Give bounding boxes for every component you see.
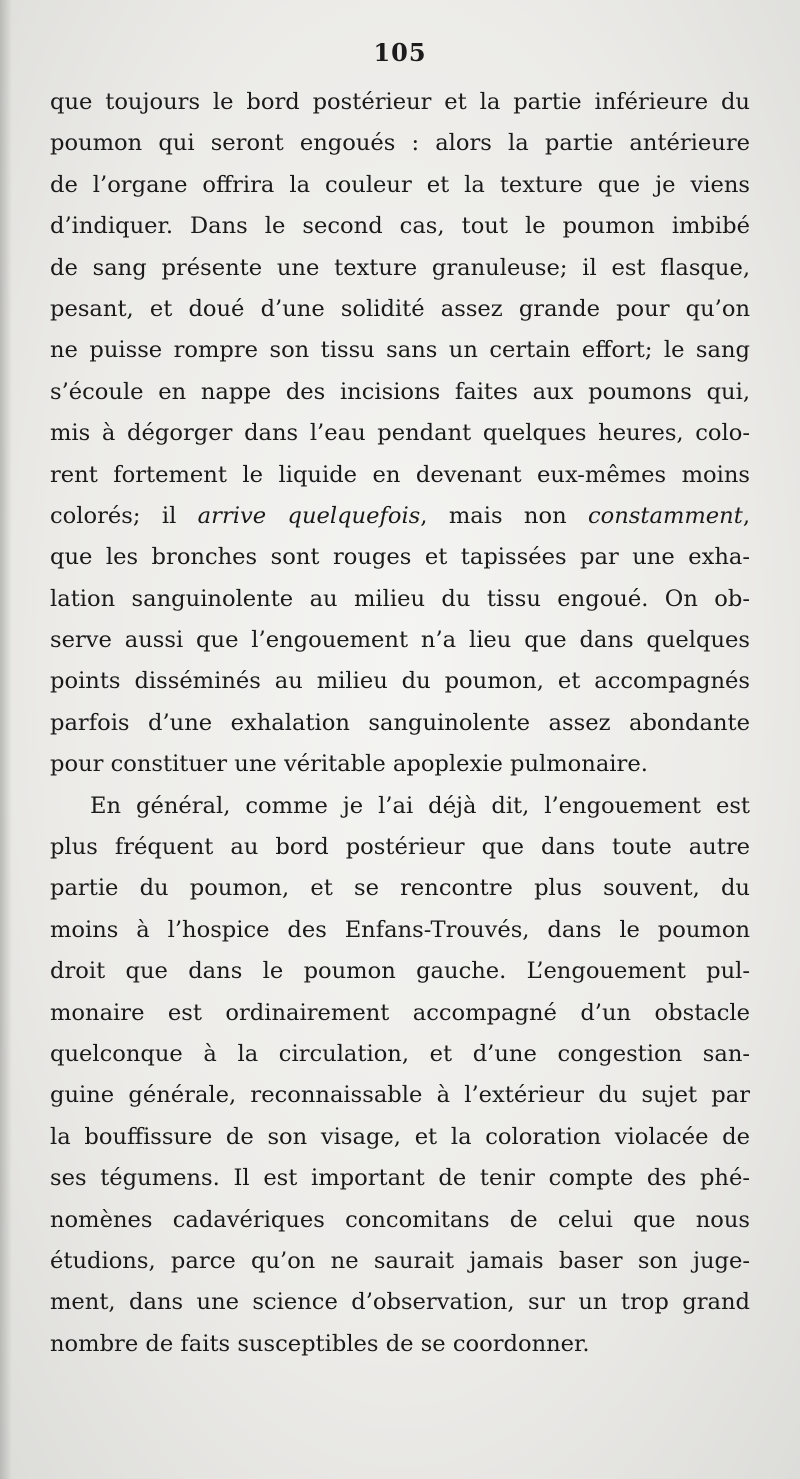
text-segment: ses tégumens. Il est important de tenir compte des phé- [50, 1165, 750, 1192]
page-number: 105 [373, 38, 427, 67]
text-line [50, 1282, 750, 1323]
italic-text: constamment [588, 502, 743, 529]
text-segment: que toujours le bord postérieur et la partie inférieure du [50, 89, 750, 115]
text-line [50, 455, 750, 496]
text-segment: la bouffissure de son visage, et la coloration violacée de [50, 1123, 750, 1150]
text-line [50, 206, 750, 247]
text-segment: ne puisse rompre son tissu sans un certain effort; le sang [50, 337, 750, 364]
text-line [50, 1158, 750, 1199]
text-line [50, 330, 750, 371]
text-line [50, 910, 750, 951]
text-segment: guine générale, reconnaissable à l’extérieur du sujet par [50, 1082, 750, 1109]
text-segment: nombre de faits susceptibles de se coordonner. [50, 1330, 590, 1357]
text-segment: , [742, 502, 750, 529]
text-segment: quelconque à la circulation, et d’une congestion san- [50, 1040, 750, 1067]
text-line [50, 165, 750, 206]
text-line [50, 82, 750, 123]
text-line [50, 496, 750, 537]
text-line [50, 744, 750, 785]
text-line [50, 413, 750, 454]
text-line [50, 579, 750, 620]
italic-text: arrive quelquefois [197, 502, 421, 529]
text-line [50, 1075, 750, 1116]
page-gutter-shadow [0, 0, 12, 1479]
text-line [50, 1117, 750, 1158]
text-line [50, 620, 750, 661]
text-line [50, 1241, 750, 1282]
text-segment: de sang présente une texture granuleuse; il est flasque, [50, 254, 750, 281]
text-segment: mis à dégorger dans l’eau pendant quelques heures, colo- [50, 420, 750, 447]
text-segment: colorés; il [50, 502, 198, 529]
text-segment: points disséminés au milieu du poumon, et accompagnés [50, 668, 750, 695]
text-line [50, 951, 750, 992]
text-segment: rent fortement le liquide en devenant eux-mêmes moins [50, 461, 750, 488]
text-segment: droit que dans le poumon gauche. L’engouement pul- [50, 958, 750, 985]
text-line [50, 1324, 750, 1365]
text-line [50, 248, 750, 289]
text-segment: que les bronches sont rouges et tapissées par une exha- [50, 544, 750, 571]
text-segment: moins à l’hospice des Enfans-Trouvés, dans le poumon [50, 916, 750, 943]
text-line [50, 868, 750, 909]
text-segment: serve aussi que l’engouement n’a lieu que dans quelques [50, 627, 750, 654]
text-segment: plus fréquent au bord postérieur que dans toute autre [50, 834, 750, 861]
body-text [50, 82, 750, 1365]
text-line [50, 827, 750, 868]
text-segment: En général, comme je l’ai déjà dit, l’engouement est [90, 792, 750, 819]
text-line [50, 1200, 750, 1241]
text-segment: lation sanguinolente au milieu du tissu engoué. On ob- [50, 585, 750, 612]
text-segment: monaire est ordinairement accompagné d’un obstacle [50, 999, 750, 1026]
text-line [50, 703, 750, 744]
text-line [50, 289, 750, 330]
text-line [50, 993, 750, 1034]
text-segment: pesant, et doué d’une solidité assez grande pour qu’on [50, 295, 750, 322]
text-segment: ment, dans une science d’observation, sur un trop grand [50, 1289, 750, 1316]
text-segment: partie du poumon, et se rencontre plus souvent, du [50, 875, 750, 902]
text-segment: , mais non [420, 502, 588, 529]
text-line [50, 537, 750, 578]
text-segment: de l’organe offrira la couleur et la texture que je viens [50, 171, 750, 198]
text-segment: parfois d’une exhalation sanguinolente assez abondante [50, 709, 750, 736]
text-line [50, 372, 750, 413]
text-segment: d’indiquer. Dans le second cas, tout le poumon imbibé [50, 213, 750, 240]
text-line [50, 123, 750, 164]
text-segment: pour constituer une véritable apoplexie pulmonaire. [50, 751, 648, 778]
text-line [50, 1034, 750, 1075]
text-segment: nomènes cadavériques concomitans de celui que nous [50, 1206, 750, 1233]
text-segment: poumon qui seront engoués : alors la partie antérieure [50, 130, 750, 157]
text-line [50, 661, 750, 702]
text-line [50, 786, 750, 827]
text-segment: s’écoule en nappe des incisions faites aux poumons qui, [50, 378, 750, 405]
text-segment: étudions, parce qu’on ne saurait jamais baser son juge- [50, 1247, 750, 1274]
